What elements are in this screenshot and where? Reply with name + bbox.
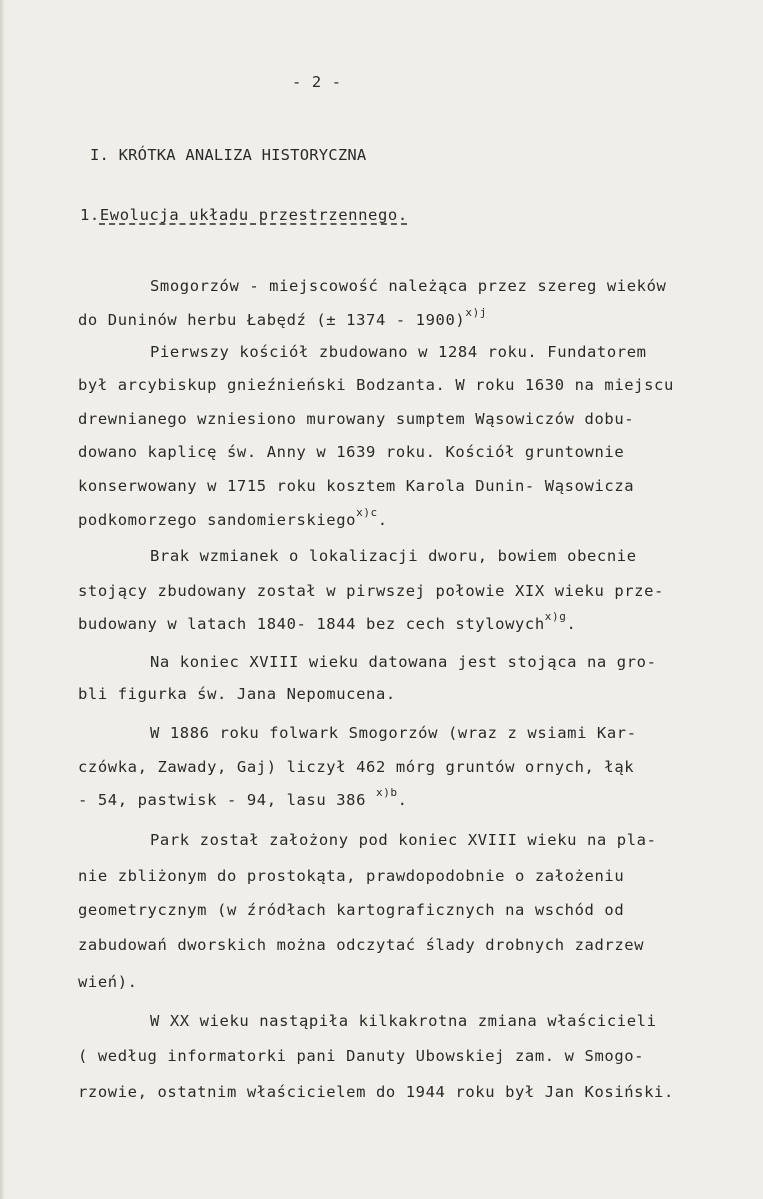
text-line bbox=[150, 546, 637, 566]
text-line bbox=[78, 935, 644, 955]
text-line-content: - 54, pastwisk - 94, lasu 386 bbox=[78, 791, 376, 809]
text-line-content: Na koniec XVIII wieku datowana jest stojąca na gro- bbox=[150, 653, 657, 671]
text-line bbox=[78, 476, 634, 496]
text-line-punctuation: . bbox=[566, 615, 577, 633]
text-line-content: do Duninów herbu Łabędź (± 1374 - 1900) bbox=[78, 311, 466, 329]
text-line-content: był arcybiskup gnieźnieński Bodzanta. W roku 1630 na miejscu bbox=[78, 376, 674, 394]
section-title: Ewolucja układu przestrzennego. bbox=[99, 206, 408, 224]
text-line bbox=[150, 830, 657, 850]
text-line-content: Brak wzmianek o lokalizacji dworu, bowiem obecnie bbox=[150, 547, 637, 565]
footnote-reference: x)g bbox=[544, 609, 567, 623]
text-line bbox=[78, 757, 634, 777]
text-line bbox=[78, 305, 488, 330]
text-line-content: rzowie, ostatnim właścicielem do 1944 roku był Jan Kosiński. bbox=[78, 1083, 674, 1101]
page-edge bbox=[0, 0, 5, 1199]
text-line-content: W 1886 roku folwark Smogorzów (wraz z wsiami Kar- bbox=[150, 724, 637, 742]
text-line-content: czówka, Zawady, Gaj) liczył 462 mórg gruntów ornych, łąk bbox=[78, 758, 635, 776]
chapter-heading: I. KRÓTKA ANALIZA HISTORYCZNA bbox=[90, 146, 367, 164]
text-line-punctuation: . bbox=[397, 791, 408, 809]
text-line-content: ( według informatorki pani Danuty Ubowskiej zam. w Smogo- bbox=[78, 1047, 645, 1065]
text-line bbox=[150, 652, 657, 672]
text-line bbox=[78, 505, 388, 530]
text-line bbox=[78, 972, 138, 992]
text-line-content: wień). bbox=[78, 973, 138, 991]
text-line bbox=[78, 1046, 644, 1066]
footnote-reference: x)j bbox=[465, 305, 488, 319]
text-line-content: geometrycznym (w źródłach kartograficznych na wschód od bbox=[78, 901, 625, 919]
text-line-content: budowany w latach 1840- 1844 bez cech stylowych bbox=[78, 615, 545, 633]
text-line-content: nie zbliżonym do prostokąta, prawdopodobnie o założeniu bbox=[78, 867, 625, 885]
text-line-content: drewnianego wzniesiono murowany sumptem Wąsowiczów dobu- bbox=[78, 410, 635, 428]
text-line bbox=[78, 409, 634, 429]
text-line bbox=[78, 609, 577, 634]
footnote-reference: x)c bbox=[356, 505, 378, 519]
text-line-content: Smogorzów - miejscowość należąca przez szereg wieków bbox=[150, 277, 667, 295]
text-line bbox=[78, 866, 624, 886]
text-line bbox=[150, 276, 666, 296]
text-line bbox=[78, 581, 664, 601]
text-line bbox=[78, 442, 624, 462]
footnote-reference: x)b bbox=[375, 785, 398, 799]
text-line bbox=[78, 900, 624, 920]
text-line bbox=[78, 1082, 674, 1102]
text-line-content: zabudowań dworskich można odczytać ślady drobnych zadrzew bbox=[78, 936, 645, 954]
text-line bbox=[78, 684, 396, 704]
text-line-content: Park został założony pod koniec XVIII wieku na pla- bbox=[150, 831, 657, 849]
text-line-content: dowano kaplicę św. Anny w 1639 roku. Kościół gruntownie bbox=[78, 443, 625, 461]
text-line-content: podkomorzego sandomierskiego bbox=[78, 511, 357, 529]
text-line-content: konserwowany w 1715 roku kosztem Karola Dunin- Wąsowicza bbox=[78, 477, 635, 495]
text-line-punctuation: . bbox=[377, 511, 388, 529]
text-line-content: W XX wieku nastąpiła kilkakrotna zmiana właścicieli bbox=[150, 1012, 657, 1030]
text-line bbox=[150, 1011, 657, 1031]
text-line-content: bli figurka św. Jana Nepomucena. bbox=[78, 685, 396, 703]
text-line bbox=[150, 723, 637, 743]
section-number: 1. bbox=[80, 206, 100, 224]
text-line bbox=[78, 375, 674, 395]
page-number: - 2 - bbox=[292, 73, 342, 91]
text-line bbox=[150, 342, 647, 362]
text-line-content: stojący zbudowany został w pirwszej połowie XIX wieku prze- bbox=[78, 582, 664, 600]
text-line bbox=[78, 785, 408, 810]
section-heading bbox=[80, 205, 408, 225]
text-line-content: Pierwszy kościół zbudowano w 1284 roku. Fundatorem bbox=[150, 343, 647, 361]
